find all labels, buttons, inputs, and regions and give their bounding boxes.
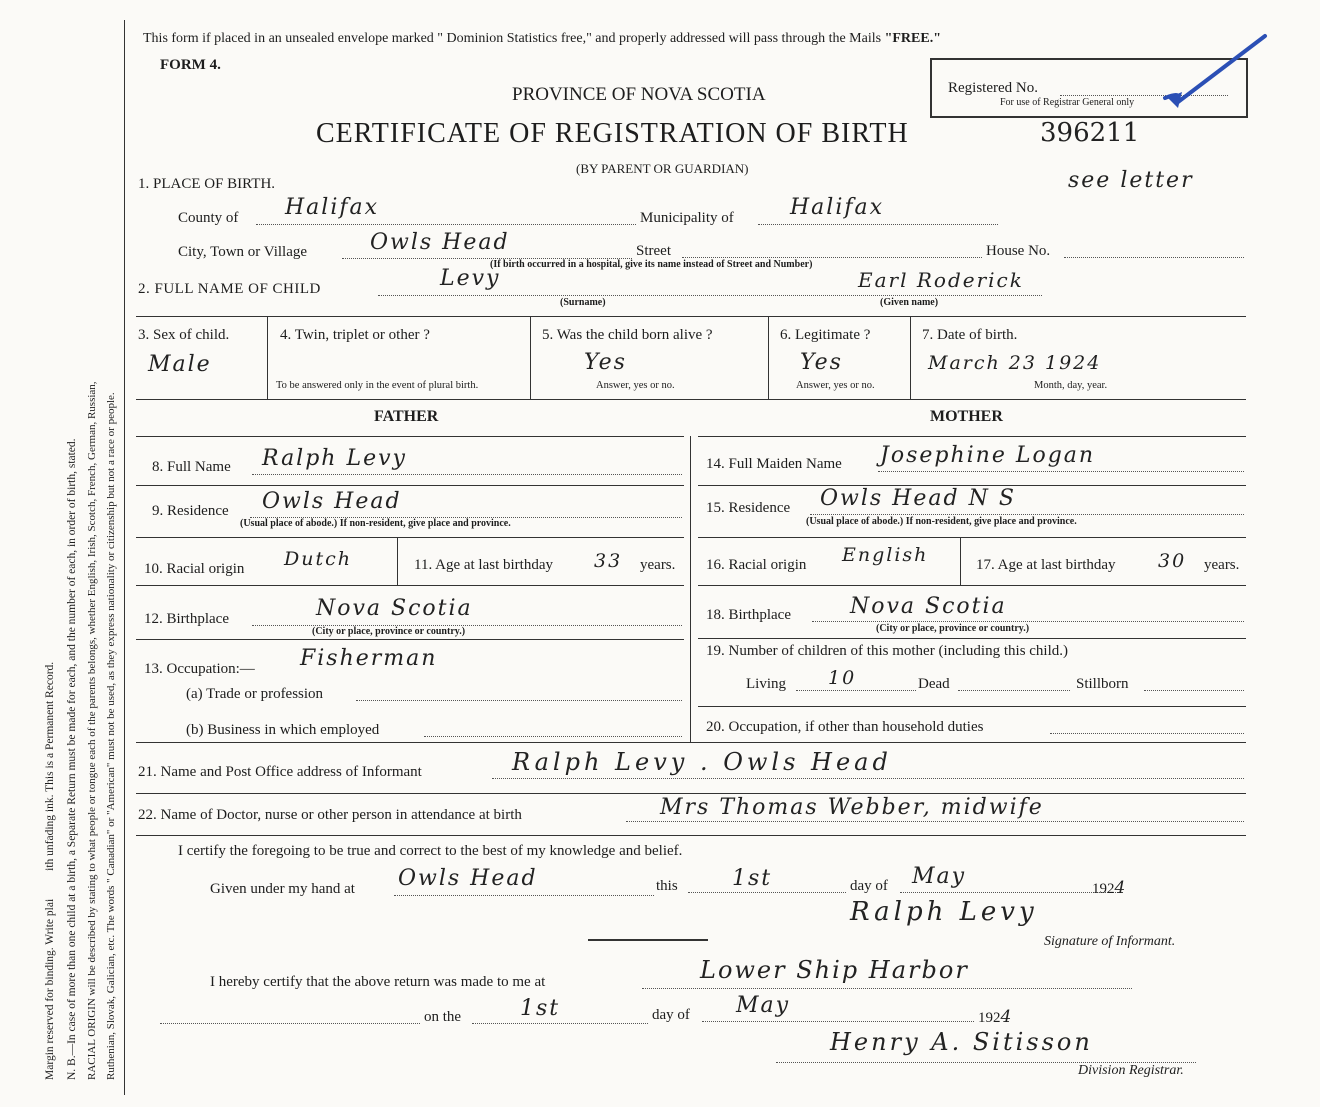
- child-name-label: 2. FULL NAME OF CHILD: [138, 281, 321, 297]
- given-under-label: Given under my hand at: [210, 881, 355, 897]
- county-line: [256, 224, 636, 225]
- given-name-label: (Given name): [880, 297, 939, 308]
- alive-label: 5. Was the child born alive ?: [542, 327, 713, 343]
- informant-value: Ralph Levy . Owls Head: [512, 748, 892, 776]
- sex-label: 3. Sex of child.: [138, 327, 230, 343]
- parents-divider: [690, 436, 691, 742]
- business-line: [424, 736, 682, 737]
- doctor-rule-top: [136, 793, 1246, 794]
- trade-line: [356, 700, 682, 701]
- registrar-year-hw: 4: [1000, 1007, 1012, 1027]
- father-race-label: 10. Racial origin: [144, 561, 245, 577]
- father-name: Ralph Levy: [262, 446, 407, 471]
- stillborn-line: [1144, 690, 1244, 691]
- street-line: [682, 257, 982, 258]
- trade-label: (a) Trade or profession: [186, 686, 324, 702]
- father-residence: Owls Head: [262, 489, 402, 514]
- doctor-line: [626, 821, 1244, 822]
- living-value: 10: [828, 667, 857, 689]
- informant-rule: [136, 742, 1246, 743]
- father-occupation: Fisherman: [300, 646, 438, 671]
- child-given-name: Earl Roderick: [858, 268, 1024, 292]
- father-rule-3: [136, 537, 684, 538]
- certify-month-line: [900, 892, 1118, 893]
- margin-note-binding-text: Margin reserved for binding. Write plai: [44, 898, 56, 1080]
- father-birthplace-label: 12. Birthplace: [144, 611, 229, 627]
- registrar-place: Lower Ship Harbor: [700, 956, 969, 984]
- doctor-rule-bottom: [136, 835, 1246, 836]
- father-col-rule: [397, 537, 398, 585]
- hospital-note: (If birth occurred in a hospital, give its name instead of Street and Number): [490, 259, 813, 270]
- mother-birthplace-line: [812, 621, 1244, 622]
- legitimate-note: Answer, yes or no.: [796, 380, 875, 391]
- registered-note: For use of Registrar General only: [1000, 97, 1135, 108]
- father-occupation-label: 13. Occupation:—: [144, 661, 255, 677]
- municipality-line: [758, 224, 998, 225]
- mother-name-line: [878, 471, 1244, 472]
- informant-signature-label: Signature of Informant.: [1044, 934, 1176, 949]
- mother-residence-label: 15. Residence: [706, 500, 791, 516]
- city-label: City, Town or Village: [178, 244, 308, 260]
- doctor-value: Mrs Thomas Webber, midwife: [660, 795, 1044, 820]
- business-label: (b) Business in which employed: [186, 722, 380, 738]
- certify-year-hw: 4: [1114, 878, 1126, 898]
- mother-heading: MOTHER: [930, 408, 1003, 425]
- county-label: County of: [178, 210, 239, 226]
- father-age: 33: [594, 550, 623, 572]
- this-label: this: [656, 878, 678, 894]
- blue-check-mark: [1160, 28, 1275, 113]
- registrar-year-prefix: 192: [978, 1010, 1001, 1026]
- legitimate-value: Yes: [800, 350, 843, 375]
- municipality-label: Municipality of: [640, 210, 734, 226]
- separator-rule: [588, 939, 708, 941]
- twin-label: 4. Twin, triplet or other ?: [280, 327, 430, 343]
- registrar-certify-text: I hereby certify that the above return was made to me at: [210, 974, 546, 990]
- registrar-place-line: [642, 988, 1132, 989]
- sex-value: Male: [148, 352, 212, 377]
- mother-birthplace-note: (City or place, province or country.): [876, 623, 1030, 634]
- margin-note-racial: RACIAL ORIGIN will be described by stating to what people or tongue each of the parents belongs, whether English, Irish, Scotch, French, German, Russian,: [86, 381, 98, 1080]
- mother-race-label: 16. Racial origin: [706, 557, 807, 573]
- margin-note-racial-2: Ruthenian, Slovak, Galician, etc. The words " Canadian" or "American" must not be used, as they express nationality or citizenship but not a race or people.: [105, 392, 117, 1080]
- registrar-month: May: [736, 993, 791, 1018]
- dead-line: [958, 690, 1070, 691]
- mother-years: years.: [1204, 557, 1240, 573]
- see-letter-note: see letter: [1068, 168, 1194, 193]
- mother-rule-4: [698, 585, 1246, 586]
- mother-birthplace: Nova Scotia: [850, 594, 1007, 619]
- mother-race: English: [842, 544, 929, 566]
- father-name-line: [252, 474, 682, 475]
- registrar-on-label: on the: [424, 1009, 462, 1025]
- father-age-label: 11. Age at last birthday: [414, 557, 553, 573]
- registrar-signature-label: Division Registrar.: [1078, 1063, 1184, 1078]
- house-line: [1064, 257, 1244, 258]
- municipality-value: Halifax: [790, 195, 885, 220]
- mail-note: [143, 31, 941, 47]
- mother-name-label: 14. Full Maiden Name: [706, 456, 842, 472]
- dob-value: March 23 1924: [928, 352, 1102, 374]
- city-value: Owls Head: [370, 230, 510, 255]
- father-residence-note: (Usual place of abode.) If non-resident, give place and province.: [240, 518, 511, 529]
- row-rule-top: [136, 316, 1246, 317]
- mother-age-label: 17. Age at last birthday: [976, 557, 1116, 573]
- living-label: Living: [746, 676, 786, 692]
- twin-note: To be answered only in the event of plural birth.: [276, 380, 479, 391]
- mother-rule-3: [698, 537, 1246, 538]
- place-of-birth-label: 1. PLACE OF BIRTH.: [138, 176, 276, 192]
- certificate-title: CERTIFICATE OF REGISTRATION OF BIRTH: [316, 118, 909, 149]
- given-place-line: [394, 895, 654, 896]
- father-years: years.: [640, 557, 676, 573]
- mother-birthplace-label: 18. Birthplace: [706, 607, 791, 623]
- street-label: Street: [636, 243, 671, 259]
- registered-label: Registered No.: [948, 80, 1038, 96]
- doctor-label: 22. Name of Doctor, nurse or other person in attendance at birth: [138, 807, 522, 823]
- mother-rule-5: [698, 638, 1246, 639]
- certify-year-prefix: 192: [1092, 881, 1115, 897]
- children-count-label: 19. Number of children of this mother (including this child.): [706, 643, 1069, 659]
- col-rule-3: [768, 316, 769, 399]
- mother-name: Josephine Logan: [880, 443, 1096, 468]
- mother-rule-6: [698, 706, 1246, 707]
- mother-rule-1: [698, 436, 1246, 437]
- registrar-year: [978, 1007, 1011, 1027]
- registrar-day-line: [472, 1023, 648, 1024]
- alive-note: Answer, yes or no.: [596, 380, 675, 391]
- legitimate-label: 6. Legitimate ?: [780, 327, 871, 343]
- father-rule-2: [136, 485, 684, 486]
- mother-occupation-label: 20. Occupation, if other than household duties: [706, 719, 984, 735]
- col-rule-2: [530, 316, 531, 399]
- registrar-day: 1st: [520, 996, 561, 1021]
- father-rule-1: [136, 436, 684, 437]
- margin-note-ink: ith unfading ink. This is a Permanent Record.: [44, 661, 56, 871]
- certificate-subtitle: (BY PARENT OR GUARDIAN): [576, 161, 749, 176]
- form-number: FORM 4.: [160, 57, 221, 73]
- registrar-month-line: [702, 1021, 974, 1022]
- informant-label: 21. Name and Post Office address of Informant: [138, 764, 422, 780]
- dob-label: 7. Date of birth.: [922, 327, 1018, 343]
- certify-day: 1st: [732, 866, 773, 891]
- row-rule-bottom: [136, 399, 1246, 400]
- stillborn-label: Stillborn: [1076, 676, 1129, 692]
- informant-line: [492, 778, 1244, 779]
- surname-label: (Surname): [560, 297, 606, 308]
- father-rule-5: [136, 639, 684, 640]
- father-heading: FATHER: [374, 408, 439, 425]
- province-heading: PROVINCE OF NOVA SCOTIA: [512, 84, 766, 105]
- dead-label: Dead: [918, 676, 950, 692]
- house-label: House No.: [986, 243, 1051, 259]
- mother-residence-line: [810, 514, 1244, 515]
- child-surname: Levy: [440, 266, 501, 291]
- mail-free: "FREE.": [884, 31, 941, 46]
- mother-residence: Owls Head N S: [820, 486, 1016, 511]
- margin-note-nb: N. B.—In case of more than one child at a birth, a Separate Return must be made for each, and the number of each, in order of birth, stated.: [66, 438, 78, 1080]
- mother-residence-note: (Usual place of abode.) If non-resident, give place and province.: [806, 516, 1077, 527]
- father-birthplace: Nova Scotia: [316, 596, 473, 621]
- registration-number: 396211: [1040, 118, 1140, 148]
- mother-age: 30: [1158, 550, 1187, 572]
- mother-col-rule: [960, 537, 961, 585]
- registrar-signature: Henry A. Sitisson: [830, 1028, 1093, 1056]
- col-rule-1: [267, 316, 268, 399]
- father-residence-label: 9. Residence: [152, 503, 229, 519]
- father-rule-4: [136, 585, 684, 586]
- certify-day-line: [688, 892, 846, 893]
- mail-note-text: This form if placed in an unsealed envelope marked " Dominion Statistics free," and properly addressed will pass through the Mails: [143, 31, 882, 46]
- father-race: Dutch: [284, 548, 352, 570]
- margin-rule: [124, 20, 125, 1095]
- child-name-line: [378, 295, 1042, 296]
- certify-year: [1092, 878, 1125, 898]
- mother-occupation-line: [1050, 733, 1244, 734]
- registrar-day-of-label: day of: [652, 1007, 690, 1023]
- living-line: [796, 690, 916, 691]
- father-name-label: 8. Full Name: [152, 459, 231, 475]
- informant-signature: Ralph Levy: [850, 897, 1038, 927]
- certify-day-of-label: day of: [850, 878, 888, 894]
- margin-note-binding: [44, 662, 56, 1080]
- dob-note: Month, day, year.: [1034, 380, 1108, 391]
- certify-month: May: [912, 864, 967, 889]
- father-birthplace-note: (City or place, province or country.): [312, 626, 466, 637]
- certify-text: I certify the foregoing to be true and correct to the best of my knowledge and belief.: [178, 843, 683, 859]
- alive-value: Yes: [584, 350, 627, 375]
- registrar-on-lead-line: [160, 1023, 420, 1024]
- given-place: Owls Head: [398, 866, 538, 891]
- county-value: Halifax: [285, 195, 380, 220]
- col-rule-4: [910, 316, 911, 399]
